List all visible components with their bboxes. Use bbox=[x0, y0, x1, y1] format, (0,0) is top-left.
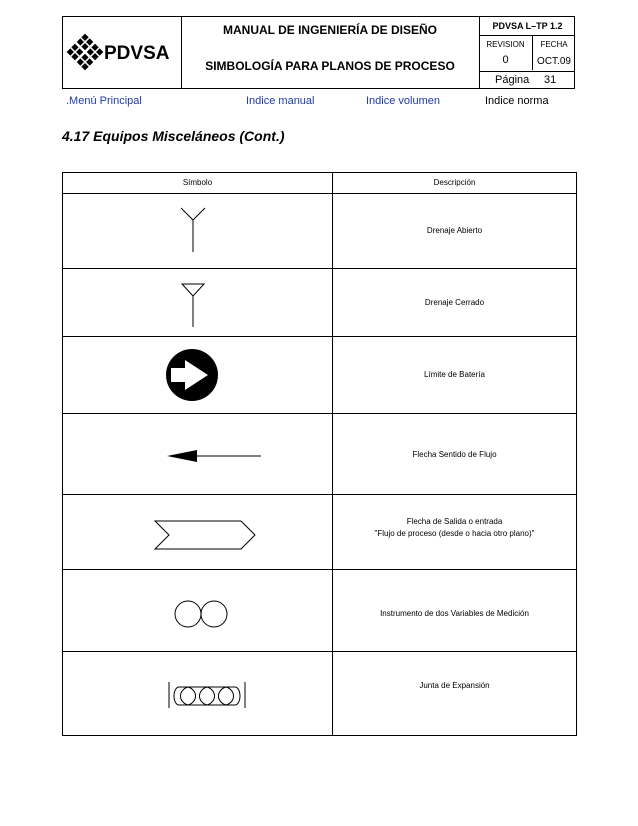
nav-indice-norma-link[interactable]: Indice norma bbox=[485, 95, 549, 107]
table-row bbox=[63, 652, 576, 737]
nav-indice-manual-link[interactable]: Indice manual bbox=[246, 95, 315, 107]
row-description: Flecha de Salida o entrada bbox=[406, 517, 503, 526]
row-description: Drenaje Cerrado bbox=[424, 298, 485, 307]
column-header-symbol: Símbolo bbox=[182, 178, 213, 187]
row-description: Drenaje Abierto bbox=[426, 226, 483, 235]
expansion-joint-icon bbox=[63, 652, 332, 737]
table-row bbox=[63, 269, 576, 337]
table-row bbox=[63, 194, 576, 269]
table-row bbox=[63, 570, 576, 652]
row-description-line2: "Flujo de proceso (desde o hacia otro plano)" bbox=[374, 529, 535, 538]
row-description: Junta de Expansión bbox=[419, 681, 490, 690]
document-subtitle: SIMBOLOGÍA PARA PLANOS DE PROCESO bbox=[205, 59, 455, 73]
row-description: Flecha Sentido de Flujo bbox=[412, 450, 497, 459]
flow-direction-arrow-icon bbox=[63, 414, 332, 495]
manual-title: MANUAL DE INGENIERÍA DE DISEÑO bbox=[222, 23, 438, 37]
battery-limit-icon bbox=[63, 337, 332, 414]
symbol-table bbox=[62, 172, 577, 736]
revision-label: REVISION bbox=[486, 40, 525, 49]
row-description: Límite de Batería bbox=[424, 370, 485, 379]
nav-menu-principal-link[interactable]: .Menú Principal bbox=[66, 95, 142, 107]
fecha-value: OCT.09 bbox=[537, 56, 571, 67]
table-row bbox=[63, 414, 576, 495]
table-row bbox=[63, 337, 576, 414]
row-description: Instrumento de dos Variables de Medición bbox=[380, 609, 529, 618]
nav-indice-volumen-link[interactable]: Indice volumen bbox=[366, 95, 440, 107]
document-header bbox=[62, 16, 575, 89]
document-code: PDVSA L–TP 1.2 bbox=[492, 21, 563, 31]
page-number: 31 bbox=[544, 74, 557, 86]
section-title: 4.17 Equipos Misceláneos (Cont.) bbox=[62, 128, 285, 144]
open-drain-icon bbox=[63, 194, 332, 269]
table-row bbox=[63, 495, 576, 570]
page-label: Página bbox=[495, 74, 530, 86]
table-header-row bbox=[63, 173, 576, 194]
dual-variable-instrument-icon bbox=[63, 570, 332, 652]
column-header-description: Descripción bbox=[433, 178, 476, 187]
fecha-label: FECHA bbox=[540, 40, 568, 49]
logo-text: PDVSA bbox=[104, 43, 170, 64]
revision-value: 0 bbox=[502, 54, 509, 66]
pdvsa-logo bbox=[63, 17, 181, 88]
offpage-connector-icon bbox=[63, 495, 332, 570]
closed-drain-icon bbox=[63, 269, 332, 337]
